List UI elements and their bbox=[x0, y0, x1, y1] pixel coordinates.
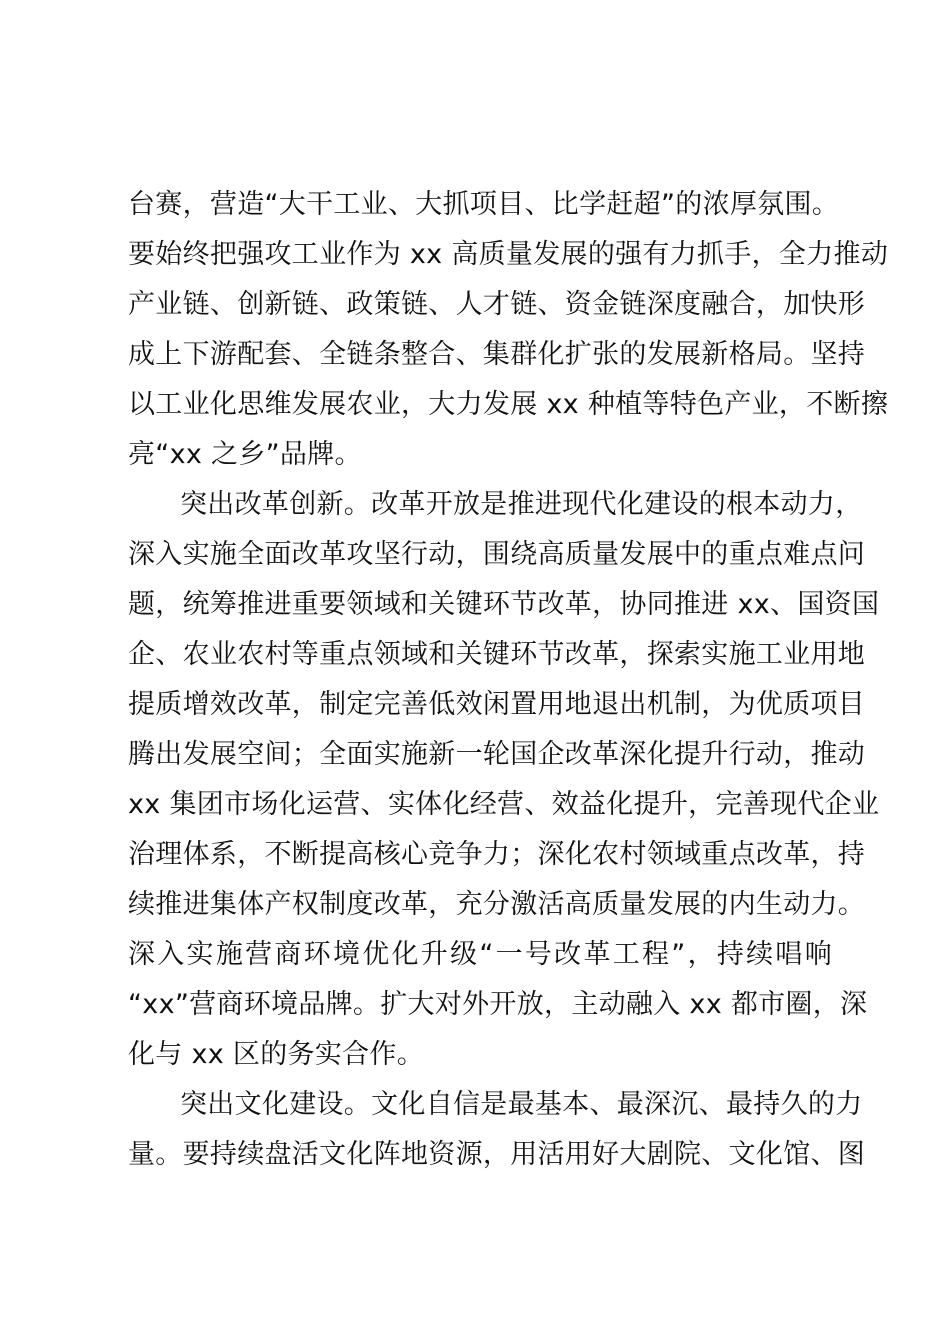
text-line: 要始终把强攻工业作为 xx 高质量发展的强有力抓手，全力推动 bbox=[128, 239, 889, 270]
text-line: 深入实施全面改革攻坚行动，围绕高质量发展中的重点难点问 bbox=[128, 539, 866, 570]
text-line: 题，统筹推进重要领域和关键环节改革，协同推进 xx、国资国 bbox=[128, 589, 880, 620]
text-line: 量。要持续盘活文化阵地资源，用活用好大剧院、文化馆、图 bbox=[128, 1139, 866, 1170]
text-line: 成上下游配套、全链条整合、集群化扩张的发展新格局。坚持 bbox=[128, 339, 866, 370]
text-line: 提质增效改革，制定完善低效闲置用地退出机制，为优质项目 bbox=[128, 689, 866, 720]
text-line: 深入实施营商环境优化升级“一号改革工程”，持续唱响 bbox=[128, 939, 832, 970]
text-line: 以工业化思维发展农业，大力发展 xx 种植等特色产业，不断擦 bbox=[128, 389, 889, 420]
text-line: 治理体系，不断提高核心竞争力；深化农村领域重点改革，持 bbox=[128, 839, 866, 870]
paragraph-start-line: 突出改革创新。改革开放是推进现代化建设的根本动力， bbox=[180, 489, 863, 520]
paragraph-start-line: 突出文化建设。文化自信是最基本、最深沉、最持久的力 bbox=[180, 1089, 863, 1120]
text-line: xx 集团市场化运营、实体化经营、效益化提升，完善现代企业 bbox=[128, 789, 880, 820]
text-line: 亮“xx 之乡”品牌。 bbox=[128, 439, 362, 470]
text-line: 化与 xx 区的务实合作。 bbox=[128, 1039, 425, 1070]
text-line: “xx”营商环境品牌。扩大对外开放，主动融入 xx 都市圈，深 bbox=[128, 989, 868, 1020]
text-line: 腾出发展空间；全面实施新一轮国企改革深化提升行动，推动 bbox=[128, 739, 866, 770]
text-line: 续推进集体产权制度改革，充分激活高质量发展的内生动力。 bbox=[128, 889, 866, 920]
text-line: 企、农业农村等重点领域和关键环节改革，探索实施工业用地 bbox=[128, 639, 866, 670]
text-line: 台赛，营造“大干工业、大抓项目、比学赶超”的浓厚氛围。 bbox=[128, 189, 840, 220]
text-line: 产业链、创新链、政策链、人才链、资金链深度融合，加快形 bbox=[128, 289, 866, 320]
